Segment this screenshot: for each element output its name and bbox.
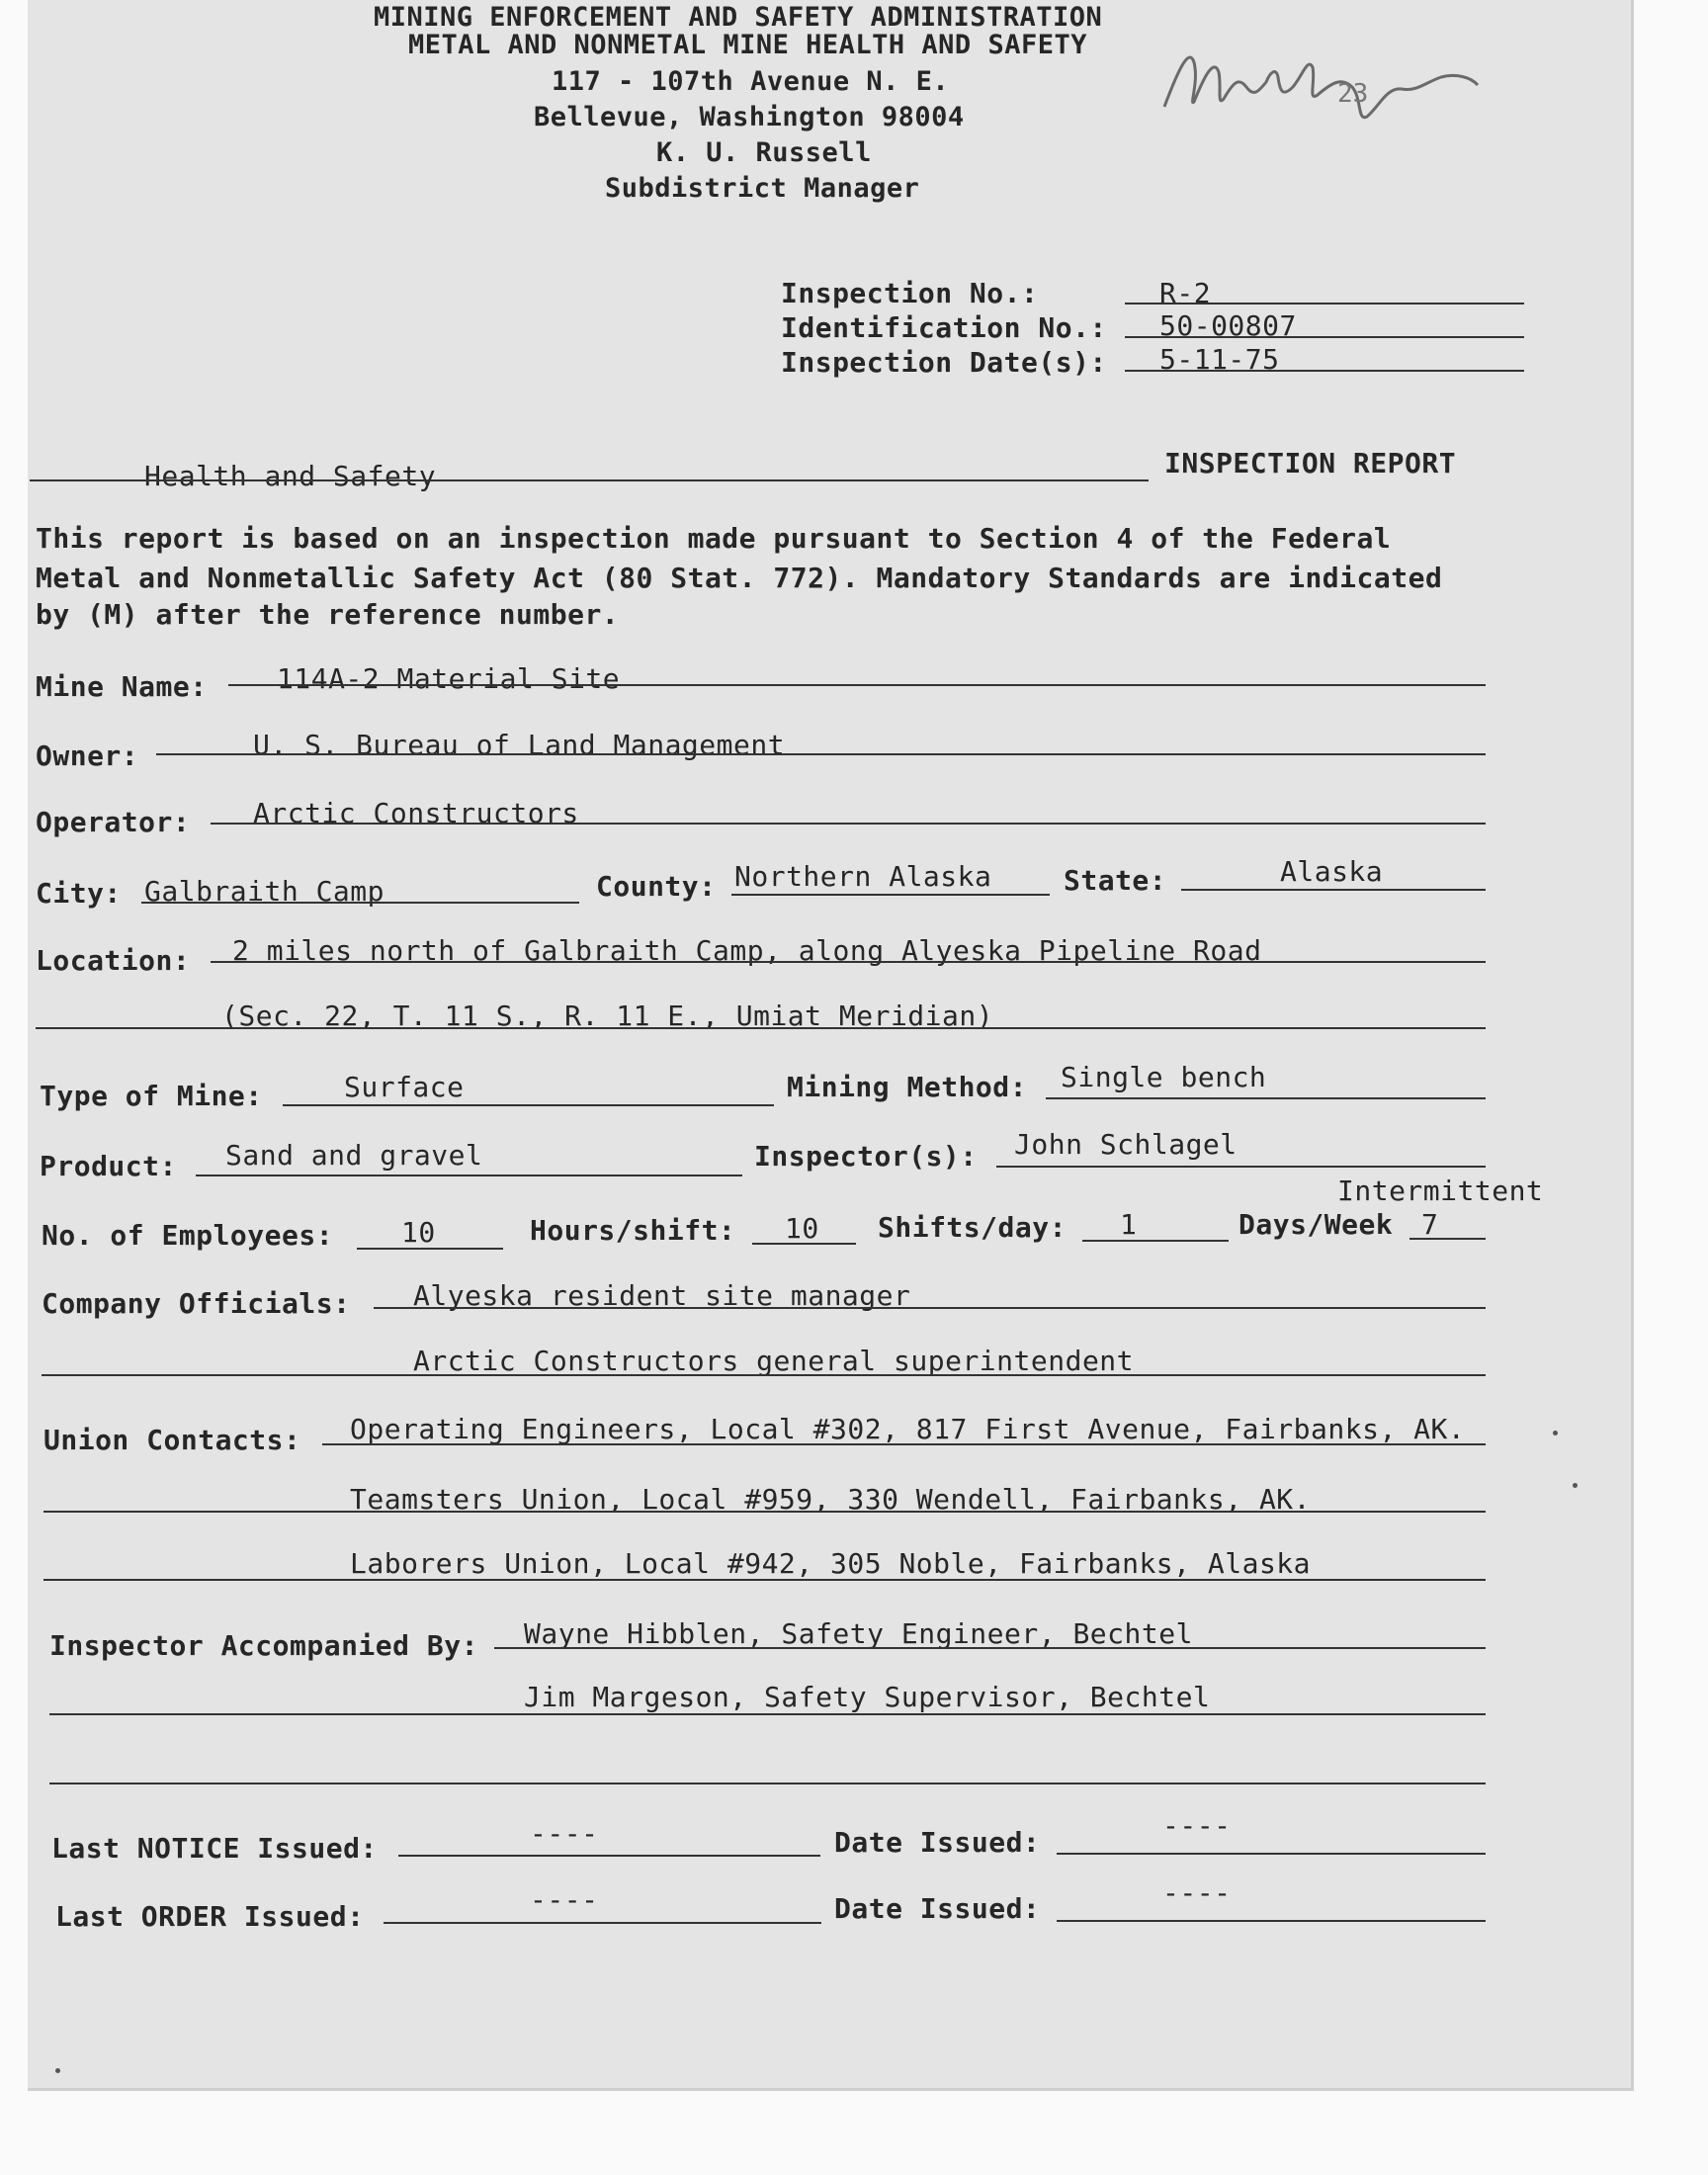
city-value: Galbraith Camp — [144, 875, 385, 908]
inspection-no-line — [1125, 303, 1524, 304]
manager-title: Subdistrict Manager — [605, 173, 920, 204]
handwritten-signature — [1159, 38, 1486, 131]
owner-label: Owner: — [36, 740, 139, 772]
accompanied-by-value-1: Wayne Hibblen, Safety Engineer, Bechtel — [524, 1617, 1193, 1650]
intro-line-3: by (M) after the reference number. — [36, 598, 620, 631]
union-contact-1: Operating Engineers, Local #302, 817 First Avenue, Fairbanks, AK. — [350, 1413, 1466, 1445]
identification-no-value: 50-00807 — [1159, 309, 1297, 342]
last-notice-value: ---- — [530, 1817, 599, 1850]
mining-method-label: Mining Method: — [787, 1071, 1028, 1103]
inspection-date-line — [1125, 370, 1524, 372]
agency-name: MINING ENFORCEMENT AND SAFETY ADMINISTRATION — [374, 2, 1103, 33]
shifts-line — [1082, 1240, 1229, 1242]
state-label: State: — [1064, 864, 1167, 897]
mine-type-line — [283, 1104, 774, 1106]
scan-speck — [1573, 1483, 1578, 1488]
days-week-line — [1409, 1238, 1486, 1240]
last-order-value: ---- — [530, 1883, 599, 1916]
order-date-label: Date Issued: — [834, 1892, 1041, 1925]
location-value-2: (Sec. 22, T. 11 S., R. 11 E., Umiat Meridian) — [221, 1000, 994, 1032]
company-officials-value-1: Alyeska resident site manager — [413, 1279, 911, 1312]
hours-value: 10 — [785, 1212, 819, 1245]
scan-speck — [55, 2068, 60, 2073]
shifts-value: 1 — [1120, 1208, 1138, 1241]
county-value: Northern Alaska — [734, 860, 992, 893]
accompanied-by-line-2 — [49, 1713, 1486, 1715]
report-sheet — [28, 0, 1634, 2091]
days-week-value: 7 — [1421, 1208, 1439, 1241]
inspection-date-label: Inspection Date(s): — [781, 346, 1107, 379]
union-contact-line-3 — [43, 1579, 1486, 1581]
svg-text:23: 23 — [1337, 79, 1369, 109]
last-notice-line — [398, 1855, 820, 1857]
union-contacts-label: Union Contacts: — [43, 1424, 301, 1456]
county-label: County: — [596, 870, 717, 903]
mine-name-line — [228, 684, 1486, 686]
inspection-date-value: 5-11-75 — [1159, 343, 1280, 376]
order-date-line — [1057, 1920, 1486, 1922]
location-value-1: 2 miles north of Galbraith Camp, along Alyeska Pipeline Road — [232, 934, 1262, 967]
operator-label: Operator: — [36, 806, 191, 838]
product-value: Sand and gravel — [225, 1139, 483, 1172]
owner-value: U. S. Bureau of Land Management — [253, 729, 786, 761]
state-value: Alaska — [1280, 855, 1384, 888]
shifts-label: Shifts/day: — [878, 1211, 1067, 1244]
notice-date-label: Date Issued: — [834, 1826, 1041, 1859]
product-line — [196, 1174, 742, 1176]
office-street: 117 - 107th Avenue N. E. — [552, 66, 950, 97]
last-notice-label: Last NOTICE Issued: — [51, 1832, 378, 1865]
employees-label: No. of Employees: — [42, 1219, 334, 1252]
inspectors-line — [996, 1166, 1486, 1168]
inspection-no-label: Inspection No.: — [781, 277, 1039, 309]
city-line — [141, 902, 579, 904]
intro-line-1: This report is based on an inspection made pursuant to Section 4 of the Federal — [36, 522, 1392, 555]
blank-line — [49, 1783, 1486, 1784]
accompanied-by-line-1 — [494, 1647, 1486, 1649]
union-contact-3: Laborers Union, Local #942, 305 Noble, Fairbanks, Alaska — [350, 1547, 1312, 1580]
county-line — [731, 894, 1050, 896]
union-contact-line-2 — [43, 1511, 1486, 1513]
report-title: INSPECTION REPORT — [1164, 447, 1457, 479]
company-officials-line-2 — [42, 1374, 1486, 1376]
mining-method-value: Single bench — [1061, 1061, 1267, 1093]
state-line — [1181, 889, 1486, 891]
employees-line — [357, 1248, 503, 1250]
location-label: Location: — [36, 944, 191, 977]
inspectors-label: Inspector(s): — [754, 1140, 978, 1173]
division-name: METAL AND NONMETAL MINE HEALTH AND SAFETY — [408, 30, 1087, 60]
company-officials-value-2: Arctic Constructors general superintendent — [413, 1345, 1135, 1377]
notice-date-value: ---- — [1162, 1809, 1232, 1842]
notice-date-line — [1057, 1853, 1486, 1855]
mining-method-line — [1046, 1097, 1486, 1099]
accompanied-by-value-2: Jim Margeson, Safety Supervisor, Bechtel — [524, 1681, 1211, 1713]
company-officials-line-1 — [374, 1307, 1486, 1309]
identification-no-line — [1125, 336, 1524, 338]
order-date-value: ---- — [1162, 1876, 1232, 1909]
mine-type-value: Surface — [344, 1071, 465, 1103]
operator-value: Arctic Constructors — [253, 797, 579, 829]
report-category-line — [30, 479, 1149, 481]
hours-line — [752, 1243, 856, 1245]
city-label: City: — [36, 877, 122, 910]
location-line-2 — [36, 1027, 1486, 1029]
operator-line — [211, 823, 1486, 825]
union-contact-2: Teamsters Union, Local #959, 330 Wendell, Fairbanks, AK. — [350, 1483, 1312, 1516]
last-order-label: Last ORDER Issued: — [55, 1900, 365, 1933]
report-category: Health and Safety — [144, 460, 437, 492]
scan-speck — [1553, 1431, 1558, 1436]
identification-no-label: Identification No.: — [781, 311, 1107, 344]
inspectors-value: John Schlagel — [1014, 1128, 1238, 1161]
intro-line-2: Metal and Nonmetallic Safety Act (80 Stat. 772). Mandatory Standards are indicated — [36, 562, 1443, 594]
mine-name-label: Mine Name: — [36, 670, 208, 703]
mine-type-label: Type of Mine: — [40, 1080, 263, 1112]
employees-value: 10 — [401, 1216, 436, 1249]
union-contact-line-1 — [322, 1443, 1486, 1445]
last-order-line — [384, 1922, 821, 1924]
accompanied-by-label: Inspector Accompanied By: — [49, 1629, 478, 1662]
days-week-label: Days/Week — [1238, 1208, 1394, 1241]
inspection-no-value: R-2 — [1159, 277, 1212, 309]
hours-label: Hours/shift: — [530, 1214, 736, 1247]
product-label: Product: — [40, 1150, 177, 1182]
company-officials-label: Company Officials: — [42, 1287, 351, 1320]
manager-name: K. U. Russell — [656, 137, 872, 168]
owner-line — [156, 753, 1486, 755]
location-line-1 — [211, 961, 1486, 963]
mine-name-value: 114A-2 Material Site — [277, 662, 621, 695]
days-note: Intermittent — [1337, 1174, 1544, 1207]
office-city: Bellevue, Washington 98004 — [534, 102, 965, 132]
